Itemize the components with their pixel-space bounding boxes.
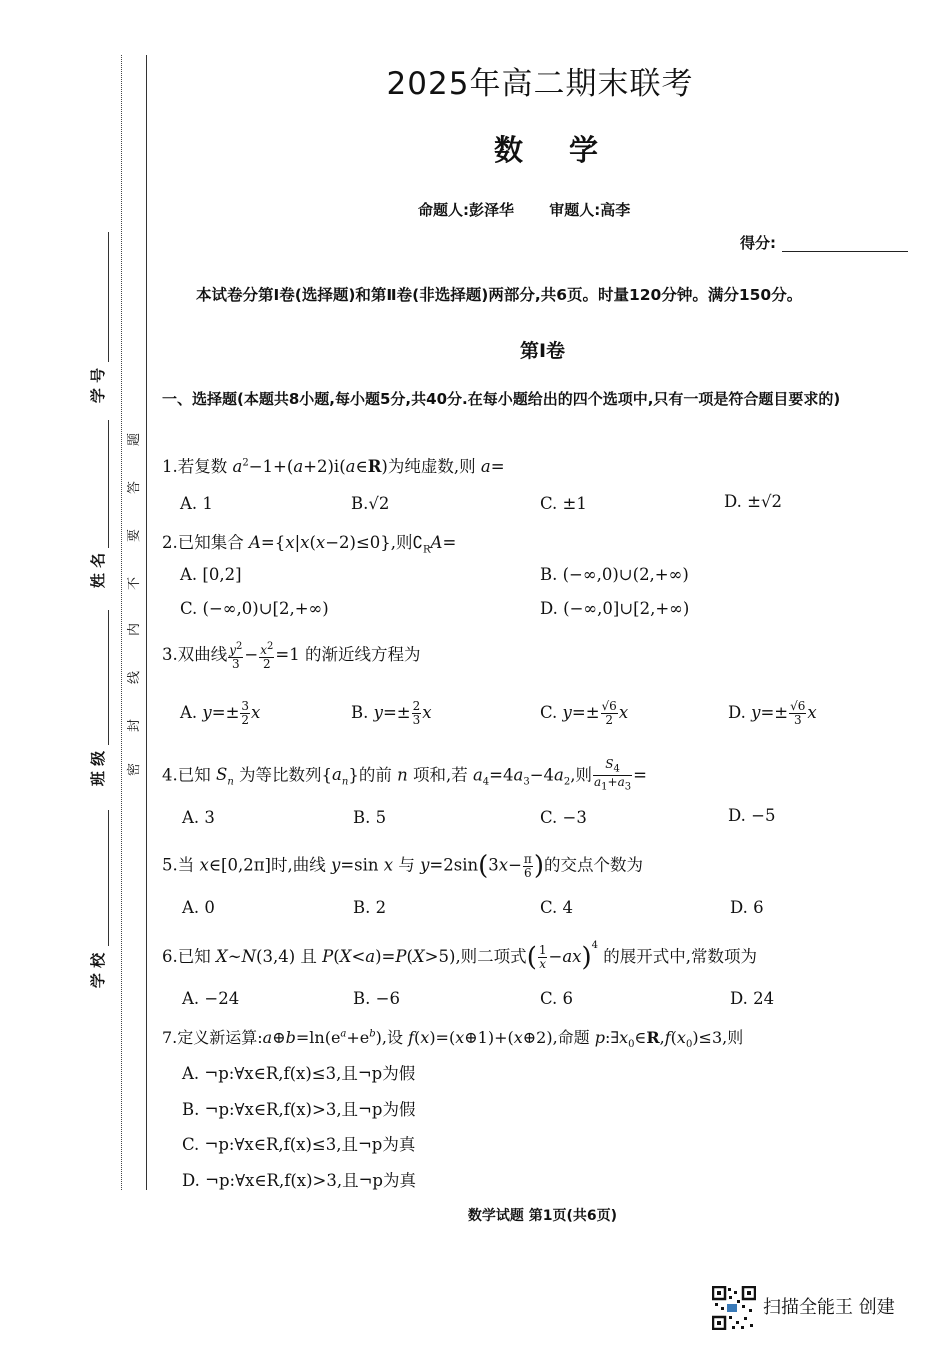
q4-option-b[interactable]: B. 5 (353, 808, 387, 827)
question-1: 1.若复数 $a^2-1+(a+2)i(a\in R)$为纯虚数,则 a= (162, 457, 505, 476)
seal-char: 不 (127, 576, 143, 591)
question-7: 7.定义新运算$:a\oplus b=\ln(e^a+e^b)$,设 f(x)=(x⊕1)+(x⊕2),命题 $p:\exists x_0\in R,f(x_0)\le 3$,则 (162, 1028, 744, 1051)
seal-char: 内 (127, 622, 143, 637)
authors-line (418, 199, 660, 220)
scanner-watermark: 扫描全能王 创建 (763, 1297, 895, 1318)
question-5: 5.当 x∈[0,2π]时,曲线 y=sin x 与 y=2sin(3x− $\frac{\pi}{6}$ )的交点个数为 (162, 851, 643, 881)
question-4: 4.已知 $S_n$ 为等比数列$\{a_n\}$的前 n 项和,若 $a_4=4a_3-4a_2$,则 $\frac{S_4}{a_1+a_3}$ = (162, 757, 647, 793)
score-field[interactable] (782, 251, 908, 252)
q6-option-a[interactable]: A. −24 (182, 989, 240, 1008)
q2-option-a[interactable]: A. [0,2] (180, 565, 242, 584)
subject-title: 数 学 (493, 133, 617, 167)
student-id-label: 学 号 (89, 367, 108, 404)
q2-option-b[interactable]: B. (−∞,0)∪(2,+∞) (540, 565, 689, 584)
q5-option-c[interactable]: C. 4 (540, 898, 574, 917)
q3-option-c[interactable]: C. y=± $\frac{√6}{2}$ x (540, 699, 629, 727)
name-label: 姓 名 (89, 552, 108, 589)
question-3: 3.双曲线 $\frac{y^2}{3}$ − $\frac{x^2}{2}$ =1 的渐近线方程为 (162, 641, 421, 671)
q5-option-a[interactable]: A. 0 (182, 898, 215, 917)
q3-option-b[interactable]: B. y=± $\frac{2}{3}$ x (351, 699, 432, 727)
school-underline[interactable] (108, 810, 109, 946)
page-footer: 数学试题 第1页(共6页) (467, 1208, 618, 1224)
name-underline[interactable] (108, 420, 109, 548)
q6-option-d[interactable]: D. 24 (730, 989, 775, 1008)
seal-char: 线 (127, 670, 143, 685)
q6-option-c[interactable]: C. 6 (540, 989, 574, 1008)
q1-option-c[interactable]: C. ±1 (540, 494, 587, 513)
q4-option-c[interactable]: C. −3 (540, 808, 587, 827)
question-6: 6.已知 X∼N(3,4) 且 P(X<a)=P(X>5),则二项式( $\frac{1}{x}$ −ax)$^4$ 的展开式中,常数项为 (162, 940, 757, 973)
class-underline[interactable] (108, 610, 109, 745)
q4-option-d[interactable]: D. −5 (728, 806, 776, 825)
q2-option-d[interactable]: D. (−∞,0]∪[2,+∞) (540, 599, 690, 618)
q7-option-b[interactable]: B. ¬p:∀x∈R,f(x)>3,且¬p为假 (182, 1100, 416, 1119)
q4-option-a[interactable]: A. 3 (182, 808, 215, 827)
score-label: 得分: (740, 234, 776, 252)
section-heading: 一、选择题(本题共8小题,每小题5分,共40分.在每小题给出的四个选项中,只有一项是符合题目要求的) (162, 390, 841, 408)
volume-title: 第Ⅰ卷 (519, 340, 566, 362)
seal-char: 答 (127, 480, 143, 495)
binding-solid-line (146, 55, 147, 1190)
q6-option-b[interactable]: B. −6 (353, 989, 400, 1008)
q1-option-b[interactable]: B.√2 (351, 494, 390, 513)
seal-char: 题 (127, 432, 143, 447)
seal-char: 密 (127, 762, 143, 777)
binding-dotted-line (121, 55, 122, 1190)
q3-option-a[interactable]: A. y=± $\frac{3}{2}$ x (180, 699, 261, 727)
school-label: 学 校 (89, 952, 108, 989)
reviewer: 审题人:高李 (549, 201, 631, 219)
q5-option-b[interactable]: B. 2 (353, 898, 387, 917)
q5-option-d[interactable]: D. 6 (730, 898, 764, 917)
seal-char: 封 (127, 718, 143, 733)
author: 命题人:彭泽华 (418, 201, 514, 219)
exam-title: 2025年高二期末联考 (386, 66, 694, 102)
q2-option-c[interactable]: C. (−∞,0)∪[2,+∞) (180, 599, 329, 618)
seal-char: 要 (127, 528, 143, 543)
q1-option-d[interactable]: D. ±√2 (724, 492, 782, 511)
q7-option-a[interactable]: A. ¬p:∀x∈R,f(x)≤3,且¬p为假 (182, 1064, 416, 1083)
q7-option-c[interactable]: C. ¬p:∀x∈R,f(x)≤3,且¬p为真 (182, 1135, 416, 1154)
q3-option-d[interactable]: D. y=± $\frac{√6}{3}$ x (728, 699, 817, 727)
q7-option-d[interactable]: D. ¬p:∀x∈R,f(x)>3,且¬p为真 (182, 1171, 416, 1190)
qr-code-icon (712, 1286, 756, 1330)
question-2: 2.已知集合 A={x|x(x−2)≤0},则$∁_RA=$ (162, 533, 457, 556)
q1-option-a[interactable]: A. 1 (180, 494, 213, 513)
class-label: 班 级 (89, 750, 108, 787)
exam-intro: 本试卷分第Ⅰ卷(选择题)和第Ⅱ卷(非选择题)两部分,共6页。时量120分钟。满分150分。 (196, 286, 803, 304)
